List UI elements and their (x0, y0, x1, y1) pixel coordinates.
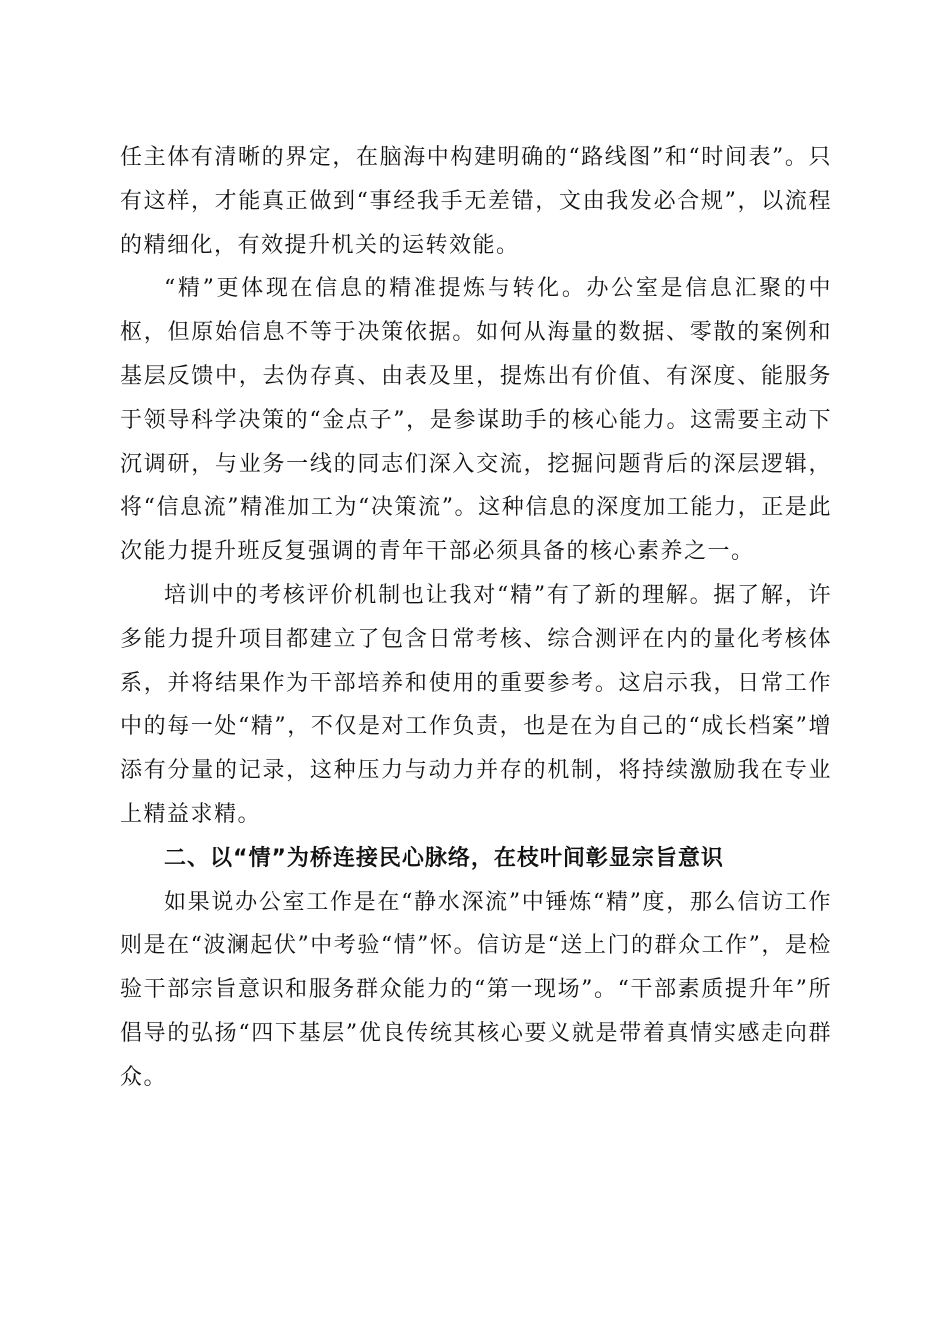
paragraph-petition-work: 如果说办公室工作是在“静水深流”中锤炼“精”度，那么信访工作则是在“波澜起伏”中考验“情”怀。信访是“送上门的群众工作”，是检验干部宗旨意识和服务群众能力的“第一现场”。“干部素质提升年”所倡导的弘扬“四下基层”优良传统其核心要义就是带着真情实感走向群众。 (120, 889, 832, 1090)
section-heading: 二、以“情”为桥连接民心脉络，在枝叶间彰显宗旨意识 (164, 845, 724, 871)
paragraph-continuation: 任主体有清晰的界定，在脑海中构建明确的“路线图”和“时间表”。只有这样，才能真正做到“事经我手无差错，文由我发必合规”，以流程的精细化，有效提升机关的运转效能。 (120, 145, 832, 258)
document-page (120, 136, 832, 1100)
paragraph-assessment-mechanism: 培训中的考核评价机制也让我对“精”有了新的理解。据了解，许多能力提升项目都建立了包含日常考核、综合测评在内的量化考核体系，并将结果作为干部培养和使用的重要参考。这启示我，日常工作中的每一处“精”，不仅是对工作负责，也是在为自己的“成长档案”增添有分量的记录，这种压力与动力并存的机制，将持续激励我在专业上精益求精。 (120, 582, 832, 827)
paragraph-information-refinement: “精”更体现在信息的精准提炼与转化。办公室是信息汇聚的中枢，但原始信息不等于决策依据。如何从海量的数据、零散的案例和基层反馈中，去伪存真、由表及里，提炼出有价值、有深度、能服务于领导科学决策的“金点子”，是参谋助手的核心能力。这需要主动下沉调研，与业务一线的同志们深入交流，挖掘问题背后的深层逻辑，将“信息流”精准加工为“决策流”。这种信息的深度加工能力，正是此次能力提升班反复强调的青年干部必须具备的核心素养之一。 (120, 276, 832, 565)
